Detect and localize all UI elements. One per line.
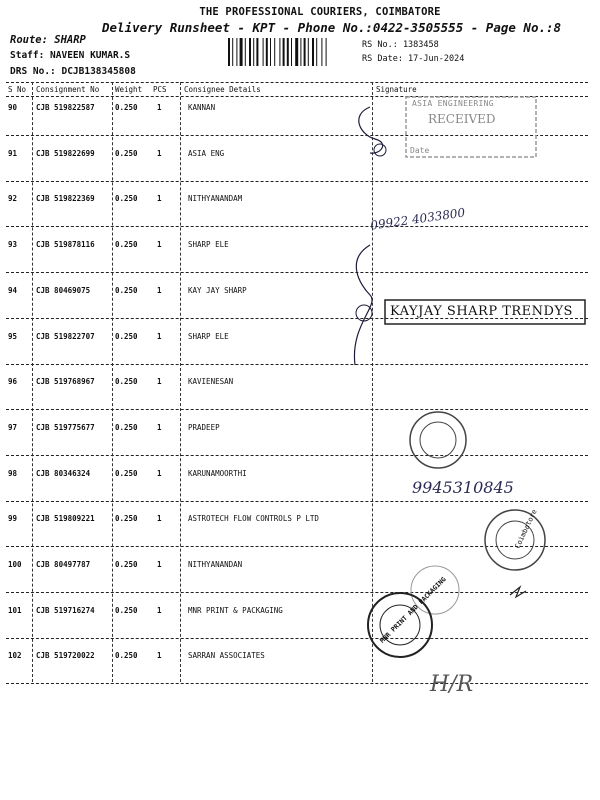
row-weight: 0.250 xyxy=(115,468,138,478)
row-sno: 90 xyxy=(8,103,18,112)
row-consignment-no: CJB 519822369 xyxy=(36,194,95,204)
row-weight: 0.250 xyxy=(115,514,138,524)
mnr-stamp-text: MNR PRINT AND PACKAGING xyxy=(378,575,448,645)
row-weight: 0.250 xyxy=(115,651,138,661)
received-stamp-text: RECEIVED xyxy=(428,112,496,126)
row-pcs: 1 xyxy=(157,194,162,204)
handwritten-hr: H/R xyxy=(430,672,474,697)
barcode-bar xyxy=(279,38,280,66)
barcode-bar xyxy=(232,38,233,66)
drs-number: DRS No.: DCJB138345808 xyxy=(10,66,136,77)
row-pcs: 1 xyxy=(157,103,162,112)
staff-label: Staff: NAVEEN KUMAR.S xyxy=(10,50,131,61)
row-sno: 97 xyxy=(8,422,18,432)
barcode-bar xyxy=(256,38,258,66)
row-pcs: 1 xyxy=(157,514,162,524)
row-consignee: NITHYANANDAM xyxy=(188,194,243,204)
row-pcs: 1 xyxy=(157,377,162,387)
row-weight: 0.250 xyxy=(115,285,138,295)
row-sno: 100 xyxy=(8,560,22,569)
col-header-signature: Signature xyxy=(376,85,417,94)
row-consignment-no: CJB 519775677 xyxy=(36,422,95,432)
col-header-weight: Weight xyxy=(115,85,143,94)
barcode-bar xyxy=(295,38,298,66)
barcode-bar xyxy=(263,38,264,66)
kayjay-stamp-text: KAYJAY SHARP TRENDYS xyxy=(390,304,573,319)
row-sno: 91 xyxy=(8,148,18,158)
row-weight: 0.250 xyxy=(115,377,138,387)
row-consignment-no: CJB 519716274 xyxy=(36,605,95,615)
barcode-bar xyxy=(240,38,243,66)
signatures-overlay xyxy=(340,95,590,695)
barcode-bar xyxy=(321,38,322,66)
barcode-bar xyxy=(253,38,254,66)
row-sno: 92 xyxy=(8,194,18,204)
barcode-bar xyxy=(283,38,285,66)
handwritten-phone: 9945310845 xyxy=(412,478,514,497)
coimbatore-stamp-text: Coimbatore xyxy=(513,508,539,550)
row-consignment-no: CJB 519720022 xyxy=(36,651,95,661)
row-pcs: 1 xyxy=(157,331,162,341)
row-weight: 0.250 xyxy=(115,560,138,569)
row-pcs: 1 xyxy=(157,560,162,569)
barcode-bar xyxy=(316,38,317,66)
row-consignee: PRADEEP xyxy=(188,422,220,432)
barcode-bar xyxy=(228,38,230,66)
row-divider xyxy=(6,455,588,456)
rs-date: RS Date: 17-Jun-2024 xyxy=(362,54,465,64)
handwritten-phone: 09922 4033800 xyxy=(369,205,466,233)
barcode-bar xyxy=(300,38,301,66)
barcode-bar xyxy=(249,38,251,66)
row-consignment-no: CJB 80346324 xyxy=(36,468,91,478)
barcode-bar xyxy=(326,38,327,66)
row-consignee: SHARP ELE xyxy=(188,240,229,250)
col-header-consignment: Consignment No xyxy=(36,85,100,94)
row-sno: 94 xyxy=(8,285,18,295)
row-consignee: SHARP ELE xyxy=(188,331,229,341)
row-divider xyxy=(6,409,588,410)
col-header-pcs: PCS xyxy=(153,85,167,94)
row-weight: 0.250 xyxy=(115,240,138,250)
row-pcs: 1 xyxy=(157,422,162,432)
row-consignment-no: CJB 519878116 xyxy=(36,240,95,250)
row-sno: 95 xyxy=(8,331,18,341)
row-sno: 102 xyxy=(8,651,22,661)
row-consignment-no: CJB 80497787 xyxy=(36,560,91,569)
row-divider xyxy=(6,181,588,182)
row-divider xyxy=(6,272,588,273)
row-sno: 101 xyxy=(8,605,22,615)
row-pcs: 1 xyxy=(157,285,162,295)
row-sno: 93 xyxy=(8,240,18,250)
col-header-consignee: Consignee Details xyxy=(184,85,261,94)
row-consignment-no: CJB 519822707 xyxy=(36,331,95,341)
row-consignee: ASTROTECH FLOW CONTROLS P LTD xyxy=(188,514,319,524)
row-divider xyxy=(6,364,588,365)
row-consignee: NITHYANANDAN xyxy=(188,560,243,569)
row-weight: 0.250 xyxy=(115,331,138,341)
barcode-bar xyxy=(291,38,292,66)
row-weight: 0.250 xyxy=(115,422,138,432)
row-consignment-no: CJB 519809221 xyxy=(36,514,95,524)
barcode xyxy=(228,38,356,66)
row-weight: 0.250 xyxy=(115,103,138,112)
row-pcs: 1 xyxy=(157,605,162,615)
row-divider xyxy=(6,683,588,684)
row-sno: 99 xyxy=(8,514,18,524)
row-pcs: 1 xyxy=(157,468,162,478)
row-consignee: KAY JAY SHARP xyxy=(188,285,247,295)
barcode-bar xyxy=(304,38,306,66)
runsheet-title: Delivery Runsheet - KPT - Phone No.:0422-3505555 - Page No.:8 xyxy=(102,20,562,35)
row-divider xyxy=(6,226,588,227)
barcode-bar xyxy=(312,38,314,66)
row-weight: 0.250 xyxy=(115,605,138,615)
table-top-rule xyxy=(6,82,588,83)
row-divider xyxy=(6,546,588,547)
row-divider xyxy=(6,135,588,136)
row-consignee: ASIA ENG xyxy=(188,148,225,158)
row-consignment-no: CJB 519768967 xyxy=(36,377,95,387)
row-consignee: KANNAN xyxy=(188,103,216,112)
barcode-bar xyxy=(308,38,309,66)
row-divider xyxy=(6,318,588,319)
route-label: Route: SHARP xyxy=(10,34,86,46)
row-consignee: KAVIENESAN xyxy=(188,377,234,387)
col-header-sno: S No xyxy=(8,85,27,94)
row-consignment-no: CJB 519822587 xyxy=(36,103,95,112)
company-name: THE PROFESSIONAL COURIERS, COIMBATORE xyxy=(199,6,441,18)
row-pcs: 1 xyxy=(157,651,162,661)
row-pcs: 1 xyxy=(157,240,162,250)
row-divider xyxy=(6,638,588,639)
barcode-bar xyxy=(287,38,289,66)
row-consignment-no: CJB 80469075 xyxy=(36,285,91,295)
row-divider xyxy=(6,501,588,502)
barcode-bar xyxy=(245,38,246,66)
received-date-label: Date xyxy=(410,146,430,155)
row-consignee: MNR PRINT & PACKAGING xyxy=(188,605,283,615)
row-consignee: KARUNAMOORTHI xyxy=(188,468,247,478)
row-weight: 0.250 xyxy=(115,194,138,204)
barcode-bar xyxy=(266,38,268,66)
row-consignment-no: CJB 519822699 xyxy=(36,148,95,158)
row-consignee: SARRAN ASSOCIATES xyxy=(188,651,265,661)
row-sno: 96 xyxy=(8,377,18,387)
row-sno: 98 xyxy=(8,468,18,478)
barcode-bar xyxy=(236,38,237,66)
row-weight: 0.250 xyxy=(115,148,138,158)
row-divider xyxy=(6,592,588,593)
row-pcs: 1 xyxy=(157,148,162,158)
barcode-bar xyxy=(274,38,275,66)
rs-number: RS No.: 1383458 xyxy=(362,40,439,50)
table-header-rule xyxy=(6,96,588,97)
asia-stamp-text: ASIA ENGINEERING xyxy=(412,99,494,108)
barcode-bar xyxy=(270,38,271,66)
